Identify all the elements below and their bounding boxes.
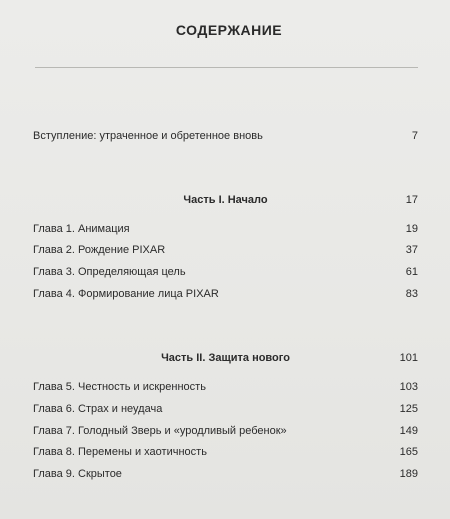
- toc-entry-page: 37: [405, 244, 418, 256]
- toc-entry-page: 101: [399, 352, 418, 364]
- toc-entry-label: Глава 9. Скрытое: [33, 468, 122, 480]
- toc-entry-chapter-5: [33, 379, 418, 395]
- toc-entry-label: Глава 8. Перемены и хаотичность: [33, 446, 207, 458]
- toc-entry-label: Глава 2. Рождение PIXAR: [33, 244, 166, 256]
- title-divider: [35, 67, 418, 68]
- toc-entry-page: 17: [405, 194, 418, 206]
- toc-entry-label: Глава 1. Анимация: [33, 223, 130, 235]
- toc-entry-chapter-1: [33, 221, 418, 237]
- toc-entry-label: Глава 3. Определяющая цель: [33, 266, 186, 278]
- toc-entry-page: 165: [399, 446, 418, 458]
- toc-entry-page: 103: [399, 381, 418, 393]
- toc-entry-page: 189: [399, 468, 418, 480]
- toc-entry-chapter-6: [33, 401, 418, 417]
- toc-entry-page: 61: [405, 266, 418, 278]
- toc-entry-chapter-9: [33, 466, 418, 482]
- toc-entry-page: 7: [411, 130, 418, 142]
- toc-entry-chapter-7: [33, 423, 418, 439]
- toc-part-label: Часть I. Начало: [183, 194, 268, 206]
- toc-entry-chapter-2: [33, 242, 418, 258]
- page-title: СОДЕРЖАНИЕ: [175, 22, 283, 38]
- toc-part-label: Часть II. Защита нового: [161, 352, 290, 364]
- toc-entry-label: Вступление: утраченное и обретенное вновь: [33, 130, 263, 142]
- toc-entry-label: Глава 7. Голодный Зверь и «уродливый ребенок»: [33, 425, 287, 437]
- toc-part-2: [33, 350, 418, 366]
- toc-entry-introduction: [33, 128, 418, 144]
- toc-entry-page: 149: [399, 425, 418, 437]
- toc-entry-label: Глава 6. Страх и неудача: [33, 403, 163, 415]
- toc-entry-page: 125: [399, 403, 418, 415]
- toc-part-1: [33, 192, 418, 208]
- toc-entry-label: Глава 5. Честность и искренность: [33, 381, 206, 393]
- toc-entry-chapter-8: [33, 444, 418, 460]
- toc-entry-chapter-3: [33, 264, 418, 280]
- toc-entry-chapter-4: [33, 286, 418, 302]
- toc-entry-label: Глава 4. Формирование лица PIXAR: [33, 288, 219, 300]
- toc-entry-page: 83: [405, 288, 418, 300]
- toc-entry-page: 19: [405, 223, 418, 235]
